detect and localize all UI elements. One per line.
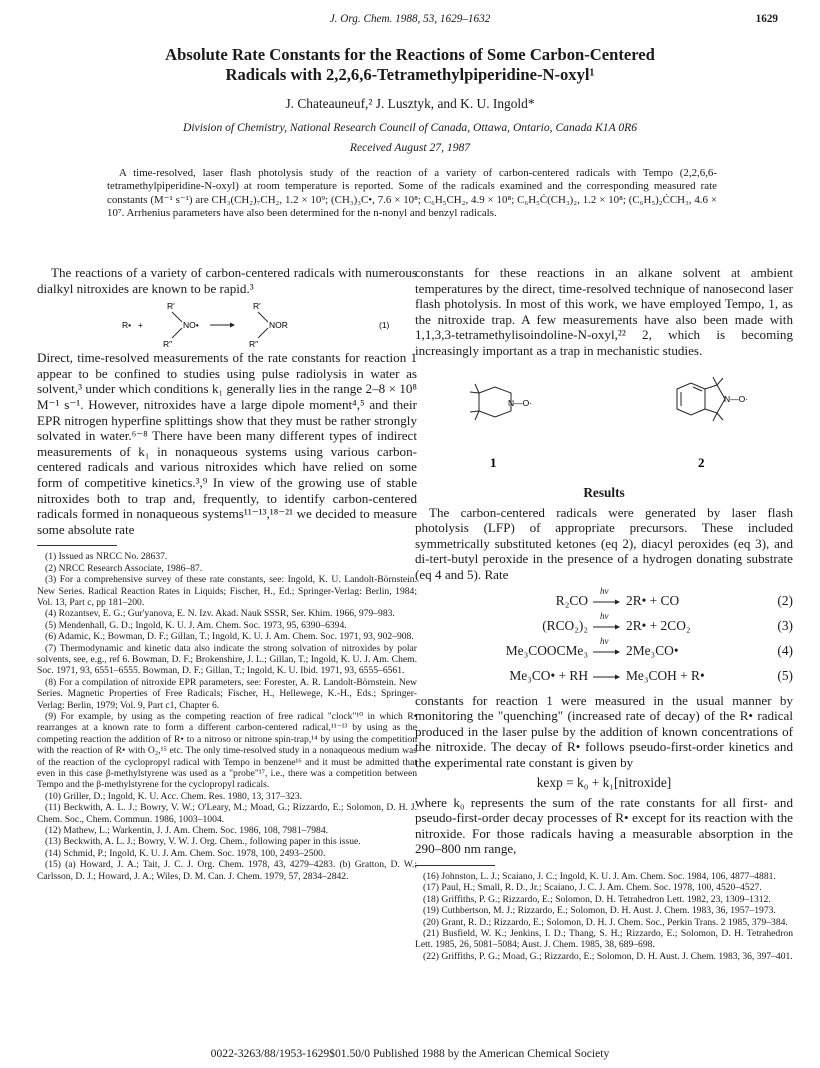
- results-heading: Results: [583, 484, 625, 500]
- rxn-no-dot: NO•: [183, 320, 199, 331]
- iso-methyl-4: [717, 413, 723, 420]
- equation-row: [415, 635, 793, 664]
- equation-lhs: Me₃CO• + RH: [509, 667, 588, 683]
- structure-label-2: 2: [698, 454, 705, 470]
- tempo-ring: [479, 387, 511, 417]
- footnote-item: (6) Adamic, K.; Bowman, D. F.; Gillan, T.; Ingold, K. U. J. Am. Chem. Soc. 1971, 93, 902–908.: [45, 631, 414, 643]
- abstract: A time-resolved, laser flash photolysis study of the reaction of a variety of carbon-centered radicals with Tempo (2,2,6,6-tetramethylpiperidine-N-oxyl) at room temperature is reported. Some of the radicals examined and the corresponding measured rate constants (M⁻¹ s⁻¹) are CH₃(CH₂)₇CH₂, 1.2 × 10⁹; (CH₃)₃C•, 7.6 × 10⁸; C₆H₅CH₂, 4.9 × 10⁸; C₆H₅Ċ(CH₃)₂, 1.2 × 10⁸; (C₆H₅)₂ĊCH₃, 4.6 × 10⁷. Arrhenius parameters have also been determined for the n-nonyl and benzyl radicals.: [107, 167, 717, 219]
- rxn-nor: NOR: [269, 320, 288, 331]
- journal-citation: J. Org. Chem. 1988, 53, 1629–1632: [329, 13, 491, 25]
- iso-methyl-3: [713, 413, 717, 421]
- isoindoline-structure: [677, 377, 725, 421]
- equation-lhs: R₂CO: [555, 592, 588, 608]
- equation-number: (5): [777, 667, 793, 683]
- footnote-item: (9) For example, by using as the competing reaction of free radical "clock"¹⁰ in which R• rearranges at a known rate to form a different carbon-centered radical,¹¹⁻¹³ by using as the competing reaction the addition of R• to a nitroso or nitrone spin-trap,¹⁴ by using the competition with the reaction of R• with O₂,¹⁵ etc. The only time-resolved study in a nonaqueous medium was of the reaction of the cyclopropyl radical with Tempo in benzene¹⁶ and it must be admitted that even in this case β-methylstyrene was used as a "probe"¹⁷, i.e., there was a competition between Tempo and the β-methylstyrene for the cyclopropyl radicals.: [37, 711, 417, 791]
- footnote-item: (1) Issued as NRCC No. 28637.: [45, 551, 168, 563]
- equation-row: [415, 664, 793, 689]
- results-paragraph-1: The carbon-centered radicals were generated by laser flash photolysis (LFP) of appropriate precursors. These included symmetrically substituted ketones (eq 2), diacyl peroxides (eq 3), and di-tert-butyl peroxide in the presence of a hydrogen donating substrate (eq 4 and 5). Rate: [415, 504, 793, 582]
- rxn-r-prime-2: R′: [253, 301, 261, 312]
- rxn-number: (1): [379, 320, 390, 331]
- footnote-item: (19) Cuthbertson, M. J.; Rizzardo, E.; Solomon, D. H. Aust. J. Chem. 1983, 36, 1957–1973.: [423, 905, 776, 917]
- kexp-equation: kexp = k₀ + k₁[nitroxide]: [536, 774, 672, 790]
- footnote-item: (15) (a) Howard, J. A.; Tait, J. C. J. Org. Chem. 1978, 43, 4279–4283. (b) Gratton, D. W.; Carlsson, D. J.; Howard, J. A.; Wiles, D. M. Can. J. Chem. 1979, 57, 2834–2842.: [37, 859, 417, 882]
- results-paragraph-2: constants for reaction 1 were measured in the usual manner by monitoring the "quenching" (increased rate of decay) of the R• radical produced in the laser pulse by the addition of known concentrations of the nitroxide. The decay of R• follows pseudo-first-order kinetics and the experimental rate constant is given by: [415, 692, 793, 770]
- results-paragraph-3: where k₀ represents the sum of the rate constants for all first- and pseudo-first-order decay processes of R• except for its reaction with the nitroxide. For those radicals having a measurable absorption in the 290–800 nm range,: [415, 794, 793, 857]
- equation-lhs: Me₃COOCMe₃: [505, 642, 588, 658]
- copyright-line: 0022-3263/88/1953-1629$01.50/0 Published 1988 by the American Chemical Society: [210, 1047, 610, 1060]
- right-column: [415, 265, 793, 962]
- footnote-item: (4) Rozantsev, E. G.; Gur'yanova, E. N. Izv. Akad. Nauk SSSR, Ser. Khim. 1966, 979–983.: [45, 608, 395, 620]
- equation-number: (3): [777, 617, 793, 633]
- footnote-item: (11) Beckwith, A. L. J.; Bowry, V. W.; O'Leary, M.; Moad, G.; Rizzardo, E.; Solomon, D. H. J. Chem. Soc., Chem. Commun. 1986, 1003–1004.: [37, 802, 417, 825]
- rxn-plus: +: [138, 320, 143, 331]
- footnote-item: (20) Grant, R. D.; Rizzardo, E.; Solomon, D. H. J. Chem. Soc., Perkin Trans. 2 1985, 379–384.: [423, 916, 788, 928]
- footnote-item: (3) For a comprehensive survey of these rate constants, see: Ingold, K. U. Landolt-Börnstein. New Series. Radical Reaction Rates in Liquids; Fischer, H., Ed.; Springer-Verlag: Berlin, 1984; Vol. 13, Part c, pp 181–200.: [37, 574, 417, 608]
- affiliation: Division of Chemistry, National Research Council of Canada, Ottawa, Ontario, Canada K1A 0R6: [182, 121, 638, 134]
- footnote-item: (2) NRCC Research Associate, 1986–87.: [45, 562, 203, 574]
- footnote-item: (22) Griffiths, P. G.; Moad, G.; Rizzardo, E.; Solomon, D. H. Aust. J. Chem. 1983, 36, 397–401.: [423, 950, 793, 962]
- equation-rhs: 2R• + 2CO₂: [626, 617, 691, 633]
- equation-number: (4): [777, 642, 793, 658]
- reaction-1-drawing: [37, 296, 417, 350]
- equation-arrow: [591, 664, 621, 690]
- footnote-rule-left: [37, 545, 117, 546]
- hv-label: hν: [600, 585, 609, 596]
- footnote-item: (8) For a compilation of nitroxide EPR parameters, see: Forester, A. R. Landolt-Börnstein. New Series. Magnetic Properties of Free Radicals; Fischer, H., Hellewege, K.-H., Eds.; Springer-Verlag: Berlin, 1979; Vol. 9, Part c1, Chapter 6.: [37, 676, 417, 711]
- structure-label-1: 1: [490, 454, 497, 470]
- equations-block: [415, 585, 793, 689]
- equation-number: (2): [777, 592, 793, 608]
- footnote-item: (7) Thermodynamic and kinetic data also indicate the strong solvation of nitroxides by polar solvents, see, e.g., ref 6. Bowman, D. F.; Brokenshire, J. L.; Gillan, T.; Ingold, K. U. J. Am. Chem. Soc. 1971, 93, 6551–6555. Bowman, D. F.; Gillan, T.; Ingold, K. U. Ibid. 1971, 93, 6555–6561.: [37, 642, 417, 677]
- footnotes-left: [37, 551, 417, 882]
- footnote-item: (21) Busfield, W. K.; Jenkins, I. D.; Thang, S. H.; Rizzardo, E.; Solomon, D. H. Tetrahedron Lett. 1985, 26, 5081–5084; Aust. J. Chem. 1985, 38, 689–698.: [415, 927, 793, 951]
- received-date: Received August 27, 1987: [349, 141, 471, 154]
- authors: J. Chateauneuf,² J. Lusztyk, and K. U. Ingold*: [285, 96, 535, 111]
- footnote-item: (13) Beckwith, A. L. J.; Bowry, V. W. J. Org. Chem., following paper in this issue.: [45, 836, 361, 848]
- rxn-bond-1: [172, 312, 182, 322]
- page-number: 1629: [755, 13, 778, 25]
- structures-drawing: [415, 359, 793, 479]
- footnote-item: (14) Schmid, P.; Ingold, K. U. J. Am. Chem. Soc. 1978, 100, 2493–2500.: [45, 847, 326, 859]
- tempo-n-o-label: N—O·: [508, 397, 533, 408]
- iso-methyl-1: [713, 377, 717, 385]
- tempo-methyl-4: [470, 411, 479, 412]
- intro-paragraph-2: Direct, time-resolved measurements of the rate constants for reaction 1 appear to be confined to studies using pulse radiolysis in water as solvent,³ under which conditions k₁ generally lies in the range 2–8 × 10⁸ M⁻¹ s⁻¹. However, nitroxides have a large dipole moment⁴,⁵ and their EPR nitrogen hyperfine splittings show that they must be rather strongly solvated in water.⁶⁻⁸ There have been many different types of indirect measurements of k₁ in nonaqueous systems using various carbon-centered radicals and various nitroxides which have relied on some form of competitive kinetics.³,⁹ In view of the growing use of stable nitroxides both to trap and, frequently, to identify carbon-centered radicals formed in nonaqueous systems¹¹⁻¹³,¹⁸⁻²¹ we decided to measure some absolute rate: [37, 350, 417, 537]
- rxn-bond-3: [258, 312, 268, 322]
- footnote-item: (12) Mathew, L.; Warkentin, J. J. Am. Chem. Soc. 1986, 108, 7981–7984.: [45, 825, 329, 837]
- footnote-item: (16) Johnston, L. J.; Scaiano, J. C.; Ingold, K. U. J. Am. Chem. Soc. 1984, 106, 4877–4881.: [423, 870, 776, 882]
- intro-paragraph-1: The reactions of a variety of carbon-centered radicals with numerous dialkyl nitroxides are known to be rapid.³: [37, 265, 417, 296]
- tempo-methyl-1: [475, 384, 479, 393]
- rxn-r-dprime-1: R″: [163, 339, 173, 350]
- footnote-rule-right: [415, 865, 495, 866]
- hv-label: hν: [600, 635, 609, 646]
- footnote-item: (17) Paul, H.; Small, R. D., Jr.; Scaiano, J. C. J. Am. Chem. Soc. 1978, 100, 4520–4527.: [423, 882, 762, 894]
- rxn-r-dprime-2: R″: [249, 339, 259, 350]
- rxn-r-prime-1: R′: [167, 301, 175, 312]
- intro-paragraph-3: constants for these reactions in an alkane solvent at ambient temperatures by the direct, time-resolved technique of nanosecond laser flash photolysis. In most of this work, we have employed Tempo, 1, as the nitroxide trap. A few measurements have also been made with 1,1,3,3-tetramethylisoindoline-N-oxyl,²² 2, which is becoming increasingly important as a trap in mechanistic studies.: [415, 265, 793, 358]
- footnote-item: (5) Mendenhall, G. D.; Ingold, K. U. J. Am. Chem. Soc. 1973, 95, 6390–6394.: [45, 619, 347, 631]
- equation-rhs: 2R• + CO: [626, 592, 680, 608]
- left-column: [37, 265, 417, 882]
- tempo-structure: [470, 384, 511, 420]
- footnotes-right: [415, 871, 793, 962]
- rxn-arrow-head: [230, 323, 235, 328]
- footnote-item: (10) Griller, D.; Ingold, K. U. Acc. Chem. Res. 1980, 13, 317–323.: [45, 790, 303, 802]
- iso-n-o-label: N—O·: [724, 393, 749, 404]
- rxn-bond-2: [172, 328, 182, 338]
- tempo-methyl-2: [470, 392, 479, 393]
- title-line-2: Radicals with 2,2,6,6-Tetramethylpiperidine-N-oxyl¹: [225, 65, 595, 84]
- footnote-item: (18) Griffiths, P. G.; Rizzardo, E.; Solomon, D. H. Tetrahedron Lett. 1982, 23, 1309–1312.: [423, 893, 771, 905]
- reaction-1-scheme: [37, 296, 417, 350]
- equation-lhs: (RCO₂)₂: [542, 617, 588, 633]
- equation-arrow: [591, 635, 621, 665]
- iso-methyl-2: [717, 378, 723, 385]
- tempo-methyl-3: [475, 411, 479, 420]
- equation-rhs: 2Me₃CO•: [626, 642, 679, 658]
- pyrroline-ring: [705, 385, 725, 413]
- hv-label: hν: [600, 610, 609, 621]
- nitroxide-structures: [415, 359, 793, 479]
- rxn-r-dot: R•: [122, 320, 132, 331]
- title-line-1: Absolute Rate Constants for the Reactions of Some Carbon-Centered: [165, 45, 655, 64]
- equation-rhs: Me₃COH + R•: [626, 667, 705, 683]
- running-head: [0, 13, 820, 29]
- article-title: [60, 45, 760, 85]
- rxn-bond-4: [258, 328, 268, 338]
